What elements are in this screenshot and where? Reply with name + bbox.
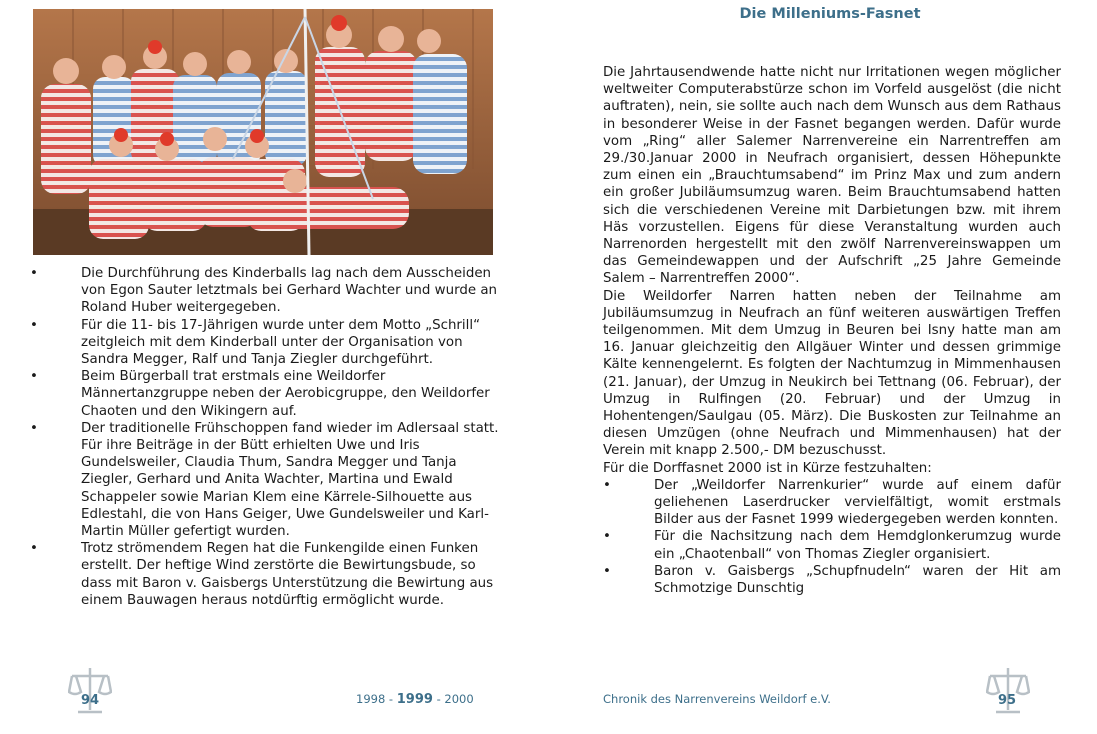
- list-item: [30, 368, 500, 420]
- bullet: •: [30, 369, 38, 385]
- right-bullet-list: [603, 477, 1061, 597]
- bullet: •: [603, 529, 611, 545]
- list-item: [603, 477, 1061, 529]
- footer-chronicle: Chronik des Narrenvereins Weildorf e.V.: [603, 692, 831, 706]
- page-number-right: 95: [998, 693, 1017, 708]
- list-item-text: Beim Bürgerball trat erstmals eine Weildorfer Männertanzgruppe neben der Aerobicgruppe, den Weildorfer Chaoten und den Wikingern auf.: [81, 369, 490, 419]
- chapter-title: Die Milleniums-Fasnet: [739, 6, 921, 22]
- group-photo: [33, 9, 493, 255]
- right-body: [603, 64, 1061, 597]
- bullet: •: [603, 477, 611, 493]
- footer-year-before: 1998 -: [356, 692, 397, 706]
- paragraph: Für die Dorffasnet 2000 ist in Kürze festzuhalten:: [603, 460, 932, 476]
- list-item: [30, 317, 500, 369]
- bullet: •: [30, 541, 38, 557]
- paragraph: Die Jahrtausendwende hatte nicht nur Irritationen wegen möglicher weltweiter Computerabstürze schon im Vorfeld ausgelöst (die nicht auftraten), nein, sie sollte auch nach dem Wunsch aus dem Rathaus in besonderer Weise in der Fasnet begangen werden. Dafür wurde vom „Ring“ aller Salemer Narrenvereine ein Narrentreffen am 29./30.Januar 2000 in Neufrach organisiert, dessen Höhepunkte zum einen ein „Brauchtumsabend“ im Prinz Max und zum andern ein großer Jubiläumsumzug waren. Beim Brauchtumsabend hatten sich die verschiedenen Vereine mit Darbietungen bzw. mit ihrem Häs vorzustellen. Eigens für diese Veranstaltung wurden auch Narrenorden hergestellt mit den zwölf Narrenvereinswappen um das Gemeindewappen und der Aufschrift „25 Jahre Gemeinde Salem – Narrentreffen 2000“.: [603, 65, 1061, 287]
- list-item: [603, 528, 1061, 562]
- list-item: [30, 540, 500, 609]
- footer-years: [356, 692, 474, 707]
- paragraph: Die Weildorfer Narren hatten neben der Teilnahme am Jubiläumsumzug in Neufrach an fünf weiteren auswärtigen Treffen teilgenommen. Mit dem Umzug in Beuren bei Isny hatte man am 16. Januar gleichzeitig den Allgäuer Winter und dessen grimmige Kälte kennengelernt. Es folgten der Nachtumzug in Mimmenhausen (21. Januar), der Umzug in Neukirch bei Tettnang (06. Februar), der Umzug in Rulfingen (20. Februar) und der Umzug in Hohentengen/Saulgau (05. März). Die Buskosten zur Teilnahme an diesen Umzügen (ohne Neufrach und Mimmenhausen) hat der Verein mit knapp 2.500,- DM bezuschusst.: [603, 288, 1061, 459]
- list-item-text: Die Durchführung des Kinderballs lag nach dem Ausscheiden von Egon Sauter letztmals bei Gerhard Wachter und wurde an Roland Huber weitergegeben.: [81, 266, 498, 316]
- list-item-text: Der traditionelle Frühschoppen fand wieder im Adlersaal statt. Für ihre Beiträge in der Bütt erhielten Uwe und Iris Gundelsweiler, Claudia Thum, Sandra Megger und Tanja Ziegler, Gerhard und Anita Wachter, Martina und Ewald Schappeler sowie Marian Klem eine Kärrele-Silhouette aus Edlestahl, die von Hans Geiger, Uwe Gundelsweiler und Karl-Martin Müller gefertigt wurden.: [81, 420, 499, 540]
- list-item-text: Der „Weildorfer Narrenkurier“ wurde auf einem dafür geliehenen Laserdrucker vervielfältigt, womit erstmals Bilder aus der Fasnet 1999 wiedergegeben werden konnten.: [654, 477, 1061, 528]
- jester-scale-logo-icon: [68, 664, 112, 716]
- bullet: •: [30, 420, 38, 436]
- list-item-text: Baron v. Gaisbergs „Schupfnudeln“ waren der Hit am Schmotzige Dunschtig: [654, 563, 1061, 597]
- list-item: [603, 563, 1061, 597]
- list-item: [30, 420, 500, 540]
- bullet: •: [603, 563, 611, 579]
- list-item-text: Trotz strömendem Regen hat die Funkengilde einen Funken erstellt. Der heftige Wind zerstörte die Bewirtungsbude, so dass mit Baron v. Gaisbergs Unterstützung die Bewirtung aus einem Bauwagen heraus notdürftig ermöglicht wurde.: [81, 541, 494, 608]
- left-bullet-list: [30, 265, 500, 609]
- footer-year-main: 1999: [396, 692, 433, 707]
- jester-scale-logo-icon: [986, 664, 1030, 716]
- footer-year-after: - 2000: [432, 692, 474, 706]
- list-item-text: Für die 11- bis 17-Jährigen wurde unter dem Motto „Schrill“ zeitgleich mit dem Kinderball unter der Organisation von Sandra Megger, Ralf und Tanja Ziegler durchgeführt.: [81, 317, 481, 368]
- bullet: •: [30, 317, 38, 333]
- photo-illustration: [33, 9, 493, 255]
- bullet: •: [30, 266, 38, 281]
- list-item: [30, 265, 500, 317]
- list-item-text: Für die Nachsitzung nach dem Hemdglonkerumzug wurde ein „Chaotenball“ von Thomas Ziegler organisiert.: [654, 529, 1061, 562]
- page-number-left: 94: [81, 693, 100, 708]
